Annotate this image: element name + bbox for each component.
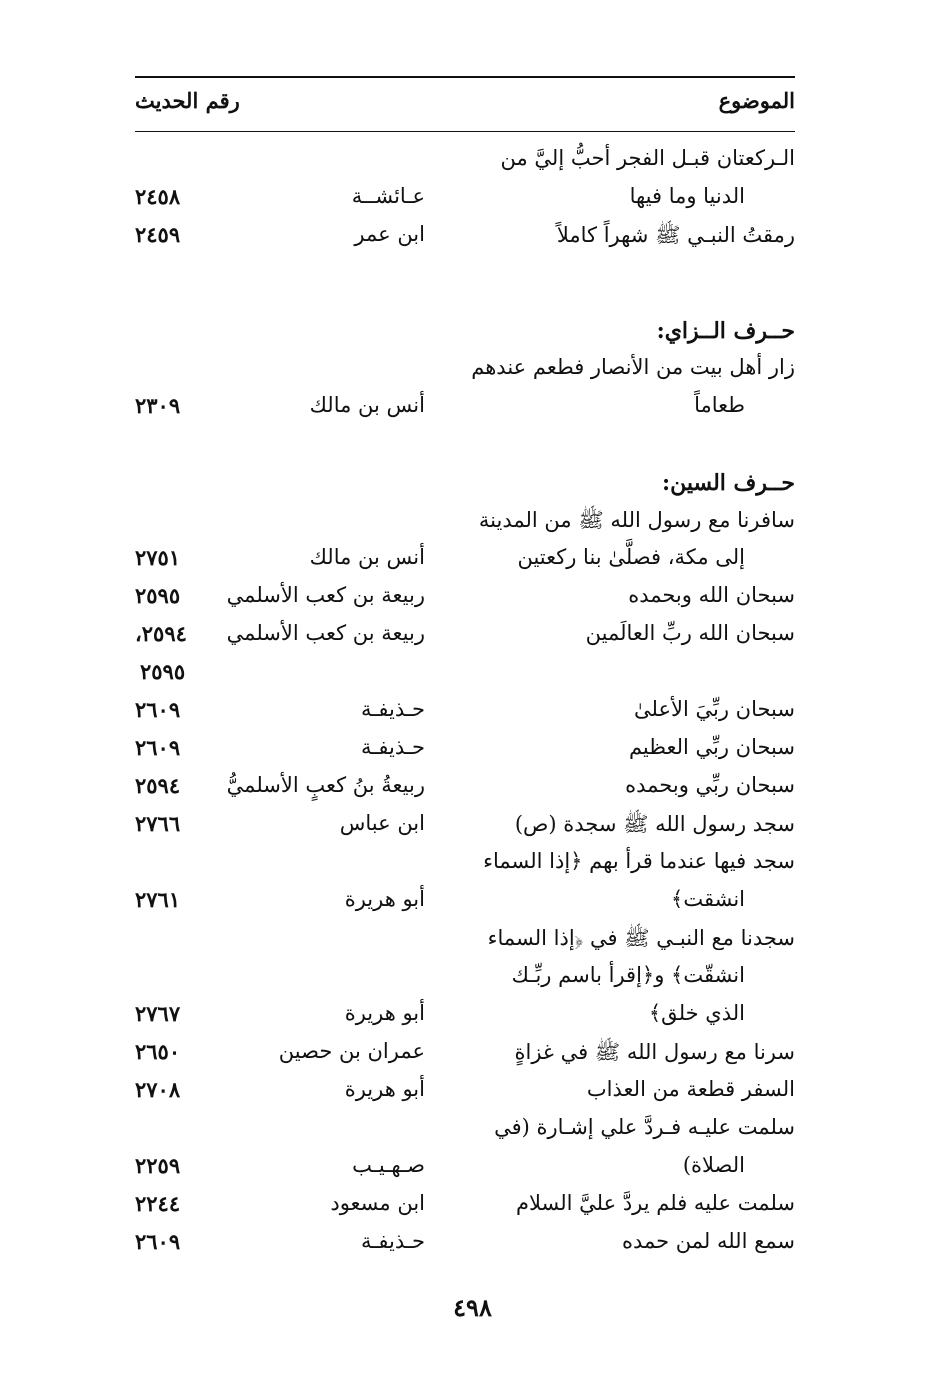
hadith-topic: الـركعتان قبـل الفجر أحبُّ إليَّ من <box>500 146 795 170</box>
index-row <box>0 697 945 735</box>
hadith-topic: إلى مكة، فصلَّىٰ بنا ركعتين <box>517 545 745 569</box>
hadith-topic: سبحان الله ربِّ العالَمين <box>585 621 795 645</box>
narrator: أبو هريرة <box>344 887 425 911</box>
hadith-topic: رمقتُ النبـي ﷺ شهراً كاملاً <box>556 223 795 247</box>
index-row <box>0 1191 945 1229</box>
hadith-number: ٢٥٩٥ <box>140 659 186 684</box>
index-row <box>0 545 945 583</box>
hadith-topic: سجدنا مع النبـي ﷺ في ﴿إذا السماء <box>487 926 795 950</box>
hadith-number: ٢٦٥٠ <box>135 1039 181 1064</box>
index-row <box>0 222 945 260</box>
narrator: ابن عمر <box>354 222 425 246</box>
hadith-topic: زار أهل بيت من الأنصار فطعم عندهم <box>471 355 795 379</box>
narrator: ربيعةُ بنُ كعبٍ الأسلميُّ <box>226 773 425 797</box>
index-row <box>0 773 945 811</box>
index-row <box>0 507 945 545</box>
narrator: حـذيفـة <box>360 1229 425 1253</box>
top-rule <box>135 76 795 78</box>
hadith-number: ٢٦٠٩ <box>135 697 181 722</box>
number-column-header: رقم الحديث <box>135 88 240 113</box>
hadith-number: ٢٧٠٨ <box>135 1077 181 1102</box>
hadith-topic: سلمت عليه فلم يردَّ عليَّ السلام <box>516 1191 795 1215</box>
section-heading-row <box>0 470 945 508</box>
hadith-topic: السفر قطعة من العذاب <box>586 1077 795 1101</box>
hadith-number: ٢٧٦١ <box>135 887 181 912</box>
hadith-topic: طعاماً <box>694 393 745 417</box>
narrator: ربيعة بن كعب الأسلمي <box>226 621 425 645</box>
section-heading-row <box>0 318 945 356</box>
index-row <box>0 621 945 659</box>
index-row <box>0 355 945 393</box>
index-row <box>0 735 945 773</box>
narrator: ابن مسعود <box>330 1191 425 1215</box>
index-row <box>0 811 945 849</box>
index-row <box>0 887 945 925</box>
index-row <box>0 659 945 697</box>
hadith-number: ٢٥٩٥ <box>135 583 181 608</box>
index-row <box>0 146 945 184</box>
hadith-topic: سمع الله لمن حمده <box>621 1229 795 1253</box>
index-row <box>0 1039 945 1077</box>
index-row <box>0 583 945 621</box>
hadith-number: ٢٤٥٨ <box>135 184 181 209</box>
index-row <box>0 1115 945 1153</box>
hadith-number: ٢٢٥٩ <box>135 1153 181 1178</box>
section-heading: حــرف الــزاي: <box>656 318 795 344</box>
hadith-topic: سبحان الله وبحمده <box>628 583 795 607</box>
narrator: ربيعة بن كعب الأسلمي <box>226 583 425 607</box>
hadith-number: ٢٧٦٦ <box>135 811 181 836</box>
narrator: أبو هريرة <box>344 1077 425 1101</box>
narrator: حـذيفـة <box>360 735 425 759</box>
index-row <box>0 393 945 431</box>
index-row <box>0 925 945 963</box>
narrator: صـهـيـب <box>352 1153 425 1177</box>
topic-column-header: الموضوع <box>718 88 795 113</box>
hadith-number: ٢٥٩٤، <box>135 621 187 646</box>
index-row <box>0 1077 945 1115</box>
hadith-number: ٢٤٥٩ <box>135 222 181 247</box>
hadith-topic: سلمت عليـه فـردَّ علي إشـارة (في <box>494 1115 795 1139</box>
hadith-topic: انشقّت﴾ و﴿إقرأ باسم ربِّـك <box>511 963 745 987</box>
header-rule <box>135 131 795 132</box>
hadith-topic: سبحان ربِّي العظيم <box>628 735 795 759</box>
hadith-number: ٢٢٤٤ <box>135 1191 181 1216</box>
narrator: ابن عباس <box>339 811 425 835</box>
hadith-topic: سرنا مع رسول الله ﷺ في غزاةٍ <box>514 1040 795 1064</box>
narrator: حـذيفـة <box>360 697 425 721</box>
hadith-number: ٢٧٥١ <box>135 545 181 570</box>
index-row <box>0 184 945 222</box>
hadith-number: ٢٣٠٩ <box>135 393 181 418</box>
narrator: عـائشــة <box>351 184 425 208</box>
narrator: أنس بن مالك <box>309 393 425 417</box>
hadith-number: ٢٦٠٩ <box>135 1229 181 1254</box>
hadith-topic: سافرنا مع رسول الله ﷺ من المدينة <box>478 508 795 532</box>
index-row <box>0 963 945 1001</box>
narrator: أبو هريرة <box>344 1001 425 1025</box>
hadith-number: ٢٦٠٩ <box>135 735 181 760</box>
section-heading: حــرف السين: <box>661 470 795 496</box>
narrator: أنس بن مالك <box>309 545 425 569</box>
narrator: عمران بن حصين <box>278 1039 425 1063</box>
hadith-topic: الصلاة) <box>682 1153 745 1177</box>
hadith-topic: سجد فيها عندما قرأ بهم ﴿إذا السماء <box>483 849 795 873</box>
index-row <box>0 1153 945 1191</box>
hadith-topic: سجد رسول الله ﷺ سجدة (ص) <box>514 812 795 836</box>
hadith-topic: انشقت﴾ <box>671 887 745 911</box>
index-row <box>0 1229 945 1267</box>
page-number: ٤٩٨ <box>453 1293 492 1322</box>
hadith-topic: سبحان ربِّيَ الأعلىٰ <box>634 697 795 721</box>
hadith-topic: الدنيا وما فيها <box>629 184 745 208</box>
hadith-number: ٢٧٦٧ <box>135 1001 181 1026</box>
hadith-topic: سبحان ربِّي وبحمده <box>625 773 795 797</box>
index-row <box>0 849 945 887</box>
hadith-topic: الذي خلق﴾ <box>648 1001 745 1025</box>
index-row <box>0 1001 945 1039</box>
hadith-number: ٢٥٩٤ <box>135 773 181 798</box>
